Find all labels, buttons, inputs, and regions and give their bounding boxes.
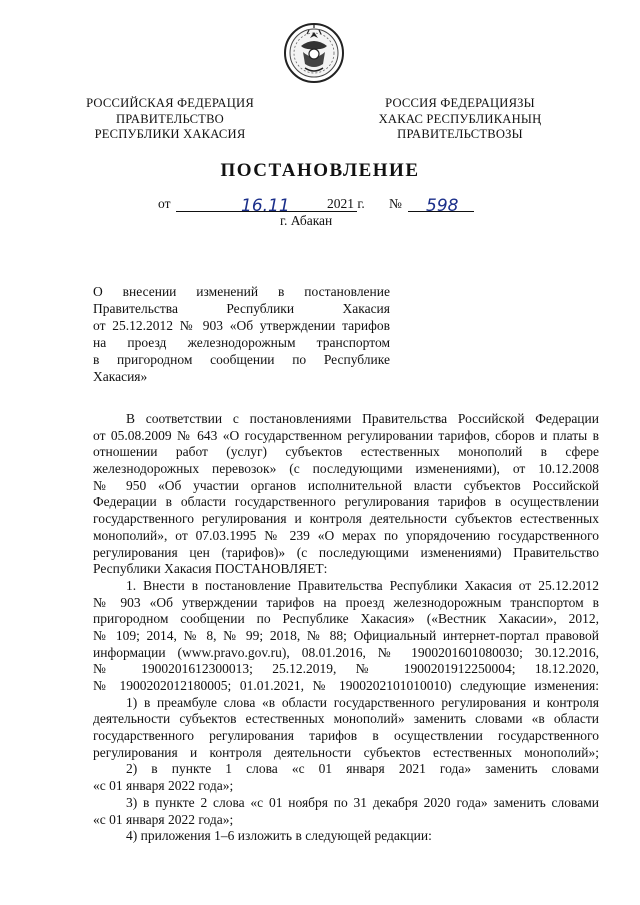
header-right-line: ХАКАС РЕСПУБЛИКАНЫҢ [378,111,542,126]
subject-line: Хакасия» [93,368,148,384]
body-line: железнодорожных перевозок» (с последующими изменениями), от 10.12.2008 [93,461,599,477]
body-line: В соответствии с постановлениями Правительства Российской Федерации [126,411,599,426]
header-left-line: ПРАВИТЕЛЬСТВО [116,111,224,126]
body-line: 1. Внести в постановление Правительства Республики Хакасия от 25.12.2012 [126,577,599,593]
header-right-line: ПРАВИТЕЛЬСТВОЗЫ [397,127,523,141]
body-line: государственного регулирования тарифов в осуществлении государственного [93,728,599,744]
body-line: № 1900201612300013; 25.12.2019, № 1900201912250004; 18.12.2020, [93,661,599,677]
city: г. Абакан [280,213,333,228]
body-line: монополий», от 07.03.1995 № 239 «О мерах по упорядочению государственного [93,527,599,543]
body-line: «с 01 января 2022 года»; [93,811,234,827]
body-line: № 950 «Об участии органов исполнительной власти субъектов Российской [93,477,599,493]
header-left-line: РОССИЙСКАЯ ФЕДЕРАЦИЯ [86,96,254,110]
body-line: информации (www.pravo.gov.ru), 08.01.2016, № 1900201601080030; 30.12.2016, [93,644,599,660]
body-line: № 109; 2014, № 8, № 99; 2018, № 88; Официальный интернет-портал правовой [93,627,599,643]
number-handwritten: 598 [426,196,459,216]
body-line: пригородном сообщении по Республике Хакасия» («Вестник Хакасии», 2012, [93,611,599,627]
body-line: регулирования цен (тарифов)» (с последующими изменениями) Правительство [93,544,599,560]
body-line: Республики Хакасия ПОСТАНОВЛЯЕТ: [93,561,328,577]
subject-line: Правительства Республики Хакасия [93,300,390,316]
body-line: государственного регулирования и контроля деятельности субъектов естественных [93,511,599,527]
header-left-line: РЕСПУБЛИКИ ХАКАСИЯ [94,127,246,141]
body-text [93,411,599,845]
body-line: от 05.08.2009 № 643 «О государственном регулировании тарифов, сборов и платы в [93,427,599,443]
document-title: ПОСТАНОВЛЕНИЕ [220,160,420,181]
date-handwritten: 16.11 [241,196,290,216]
subject-line: О внесении изменений в постановление [93,284,390,299]
coat-of-arms-icon [283,22,345,84]
number-sign: № [389,196,402,211]
body-line: 3) в пункте 2 слова «с 01 ноября по 31 декабря 2020 года» заменить словами [126,794,599,810]
body-line: № 1900202012180005; 01.01.2021, № 1900202101010010) следующие изменения: [93,678,599,693]
body-line: 4) приложения 1–6 изложить в следующей редакции: [126,828,432,844]
subject-line: в пригородном сообщении по Республике [93,351,390,367]
body-line: 1) в преамбуле слова «в области государственного регулирования и контроля [126,694,599,710]
body-line: отношении работ (услуг) субъектов естественных монополий в сфере [93,444,599,460]
subject-line: на проезд железнодорожным транспортом [93,334,390,350]
body-line: № 903 «Об утверждении тарифов на проезд железнодорожным транспортом в [93,594,599,610]
body-line: «с 01 января 2022 года»; [93,778,234,794]
body-line: Федерации в области государственного регулирования тарифов в осуществлении [93,494,599,510]
header-right-line: РОССИЯ ФЕДЕРАЦИЯЗЫ [385,96,535,110]
body-line: регулирования и контроля деятельности субъектов естественных монополий»; [93,744,599,760]
subject-line: от 25.12.2012 № 903 «Об утверждении тарифов [93,317,390,333]
year-text: 2021 г. [327,196,365,211]
body-line: 2) в пункте 1 слова «с 01 января 2021 года» заменить словами [126,761,599,777]
body-line: деятельности субъектов естественных монополий» заменить словами «в области [93,711,599,727]
header-right [355,96,565,143]
subject-block [93,284,390,385]
date-prefix: от [158,196,171,211]
header-left [70,96,270,143]
